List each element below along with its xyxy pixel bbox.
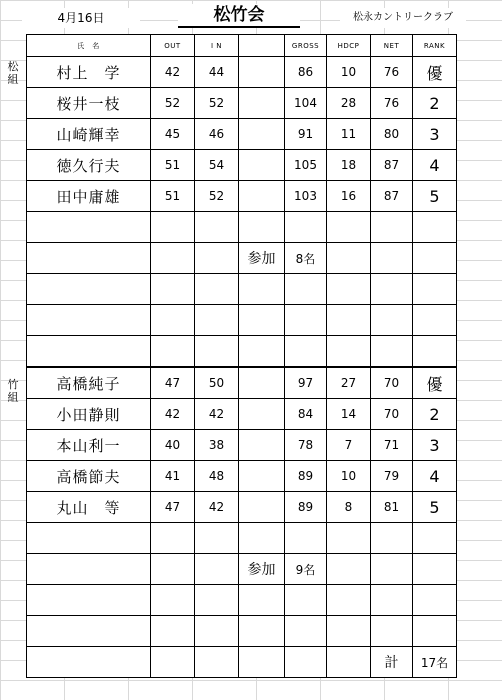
gross-score: 86: [285, 57, 327, 88]
player-name: 高橋純子: [27, 367, 151, 399]
group-label-take: 竹組: [7, 378, 19, 404]
empty-cell: [195, 212, 239, 243]
empty-cell: [27, 647, 151, 678]
in-score: 44: [195, 57, 239, 88]
out-score: 42: [151, 399, 195, 430]
net-score: 70: [371, 399, 413, 430]
in-score: 46: [195, 119, 239, 150]
empty-cell: [285, 523, 327, 554]
empty-cell: [413, 616, 457, 647]
empty-cell: [239, 274, 285, 305]
table-row: [27, 150, 457, 181]
net-score: 79: [371, 461, 413, 492]
net-score: 87: [371, 181, 413, 212]
player-name: 田中庸雄: [27, 181, 151, 212]
empty-cell: [239, 461, 285, 492]
empty-cell: [151, 585, 195, 616]
hdcp-value: 14: [327, 399, 371, 430]
empty-cell: [27, 585, 151, 616]
empty-cell: [195, 647, 239, 678]
empty-cell: [327, 585, 371, 616]
in-score: 42: [195, 492, 239, 523]
empty-cell: [239, 616, 285, 647]
empty-cell: [371, 523, 413, 554]
empty-cell: [327, 243, 371, 274]
empty-cell: [27, 243, 151, 274]
player-name: 山崎輝幸: [27, 119, 151, 150]
empty-cell: [371, 585, 413, 616]
rank-value: 2: [413, 399, 457, 430]
blank-row: [27, 212, 457, 243]
empty-cell: [239, 647, 285, 678]
empty-cell: [413, 243, 457, 274]
total-row: [27, 647, 457, 678]
rank-value: 優: [413, 367, 457, 399]
empty-cell: [327, 523, 371, 554]
net-score: 70: [371, 367, 413, 399]
empty-cell: [239, 88, 285, 119]
empty-cell: [285, 585, 327, 616]
blank-row: [27, 305, 457, 336]
empty-cell: [195, 305, 239, 336]
gross-score: 103: [285, 181, 327, 212]
in-score: 50: [195, 367, 239, 399]
empty-cell: [151, 616, 195, 647]
empty-cell: [195, 336, 239, 368]
empty-cell: [371, 554, 413, 585]
empty-cell: [27, 212, 151, 243]
club-name: 松永カントリークラブ: [340, 8, 466, 28]
table-row: [27, 367, 457, 399]
gross-score: 91: [285, 119, 327, 150]
player-name: 村上 学: [27, 57, 151, 88]
in-score: 38: [195, 430, 239, 461]
in-score: 52: [195, 88, 239, 119]
gross-score: 89: [285, 492, 327, 523]
empty-cell: [239, 367, 285, 399]
empty-cell: [327, 336, 371, 368]
score-table: [26, 34, 457, 678]
empty-cell: [239, 181, 285, 212]
net-score: 80: [371, 119, 413, 150]
participants-count: 9名: [285, 554, 327, 585]
empty-cell: [413, 585, 457, 616]
col-header-hdcp: HDCP: [327, 35, 371, 57]
empty-cell: [239, 57, 285, 88]
empty-cell: [27, 616, 151, 647]
out-score: 52: [151, 88, 195, 119]
empty-cell: [239, 119, 285, 150]
participants-row: [27, 243, 457, 274]
net-score: 81: [371, 492, 413, 523]
empty-cell: [413, 305, 457, 336]
blank-row: [27, 336, 457, 368]
player-name: 桜井一枝: [27, 88, 151, 119]
participants-row: [27, 554, 457, 585]
table-row: [27, 430, 457, 461]
participants-label: 参加: [239, 554, 285, 585]
empty-cell: [239, 399, 285, 430]
participants-label: 参加: [239, 243, 285, 274]
page-title: 松竹会: [178, 4, 300, 28]
hdcp-value: 28: [327, 88, 371, 119]
out-score: 51: [151, 150, 195, 181]
empty-cell: [239, 430, 285, 461]
out-score: 47: [151, 367, 195, 399]
empty-cell: [151, 336, 195, 368]
empty-cell: [239, 212, 285, 243]
in-score: 54: [195, 150, 239, 181]
empty-cell: [285, 336, 327, 368]
net-score: 76: [371, 88, 413, 119]
blank-row: [27, 585, 457, 616]
empty-cell: [27, 274, 151, 305]
table-row: [27, 181, 457, 212]
empty-cell: [151, 523, 195, 554]
empty-cell: [195, 274, 239, 305]
total-label: 計: [371, 647, 413, 678]
empty-cell: [371, 616, 413, 647]
gross-score: 97: [285, 367, 327, 399]
empty-cell: [285, 274, 327, 305]
out-score: 41: [151, 461, 195, 492]
empty-cell: [195, 523, 239, 554]
hdcp-value: 7: [327, 430, 371, 461]
hdcp-value: 11: [327, 119, 371, 150]
col-header-name: 氏 名: [27, 35, 151, 57]
empty-cell: [151, 647, 195, 678]
rank-value: 3: [413, 430, 457, 461]
total-count: 17名: [413, 647, 457, 678]
empty-cell: [151, 243, 195, 274]
player-name: 本山利一: [27, 430, 151, 461]
col-header-rank: RANK: [413, 35, 457, 57]
empty-cell: [327, 305, 371, 336]
blank-row: [27, 616, 457, 647]
col-header-out: OUT: [151, 35, 195, 57]
player-name: 小田静則: [27, 399, 151, 430]
participants-count: 8名: [285, 243, 327, 274]
empty-cell: [285, 305, 327, 336]
rank-value: 5: [413, 181, 457, 212]
empty-cell: [413, 212, 457, 243]
out-score: 40: [151, 430, 195, 461]
empty-cell: [371, 212, 413, 243]
out-score: 42: [151, 57, 195, 88]
in-score: 48: [195, 461, 239, 492]
blank-row: [27, 274, 457, 305]
gross-score: 104: [285, 88, 327, 119]
gross-score: 105: [285, 150, 327, 181]
empty-cell: [151, 212, 195, 243]
empty-cell: [327, 616, 371, 647]
empty-cell: [239, 585, 285, 616]
in-score: 52: [195, 181, 239, 212]
empty-cell: [413, 523, 457, 554]
empty-cell: [195, 616, 239, 647]
table-row: [27, 492, 457, 523]
empty-cell: [327, 554, 371, 585]
col-header-net: NET: [371, 35, 413, 57]
rank-value: 3: [413, 119, 457, 150]
empty-cell: [285, 647, 327, 678]
gross-score: 84: [285, 399, 327, 430]
out-score: 45: [151, 119, 195, 150]
empty-cell: [151, 305, 195, 336]
rank-value: 5: [413, 492, 457, 523]
empty-cell: [285, 616, 327, 647]
empty-cell: [327, 274, 371, 305]
out-score: 51: [151, 181, 195, 212]
empty-cell: [371, 243, 413, 274]
empty-cell: [195, 585, 239, 616]
header-row: [27, 35, 457, 57]
table-row: [27, 57, 457, 88]
player-name: 徳久行夫: [27, 150, 151, 181]
empty-cell: [239, 150, 285, 181]
col-header-gross: GROSS: [285, 35, 327, 57]
gross-score: 78: [285, 430, 327, 461]
empty-cell: [195, 243, 239, 274]
empty-cell: [413, 336, 457, 368]
empty-cell: [327, 212, 371, 243]
empty-cell: [239, 523, 285, 554]
net-score: 71: [371, 430, 413, 461]
empty-cell: [239, 492, 285, 523]
hdcp-value: 8: [327, 492, 371, 523]
gross-score: 89: [285, 461, 327, 492]
hdcp-value: 10: [327, 461, 371, 492]
hdcp-value: 16: [327, 181, 371, 212]
empty-cell: [239, 305, 285, 336]
rank-value: 4: [413, 461, 457, 492]
date-label: 4月16日: [22, 8, 140, 28]
empty-cell: [27, 554, 151, 585]
in-score: 42: [195, 399, 239, 430]
empty-cell: [151, 554, 195, 585]
empty-cell: [371, 305, 413, 336]
table-row: [27, 399, 457, 430]
hdcp-value: 27: [327, 367, 371, 399]
rank-value: 4: [413, 150, 457, 181]
group-label-matsu: 松組: [7, 60, 19, 86]
empty-cell: [371, 274, 413, 305]
blank-row: [27, 523, 457, 554]
empty-cell: [27, 523, 151, 554]
empty-cell: [27, 305, 151, 336]
col-header-blank: [239, 35, 285, 57]
table-row: [27, 119, 457, 150]
hdcp-value: 18: [327, 150, 371, 181]
empty-cell: [239, 336, 285, 368]
rank-value: 優: [413, 57, 457, 88]
out-score: 47: [151, 492, 195, 523]
empty-cell: [327, 647, 371, 678]
col-header-in: I N: [195, 35, 239, 57]
net-score: 87: [371, 150, 413, 181]
player-name: 高橋節夫: [27, 461, 151, 492]
table-row: [27, 461, 457, 492]
rank-value: 2: [413, 88, 457, 119]
empty-cell: [151, 274, 195, 305]
empty-cell: [285, 212, 327, 243]
empty-cell: [413, 554, 457, 585]
hdcp-value: 10: [327, 57, 371, 88]
empty-cell: [27, 336, 151, 368]
empty-cell: [195, 554, 239, 585]
empty-cell: [413, 274, 457, 305]
empty-cell: [371, 336, 413, 368]
net-score: 76: [371, 57, 413, 88]
player-name: 丸山 等: [27, 492, 151, 523]
table-row: [27, 88, 457, 119]
